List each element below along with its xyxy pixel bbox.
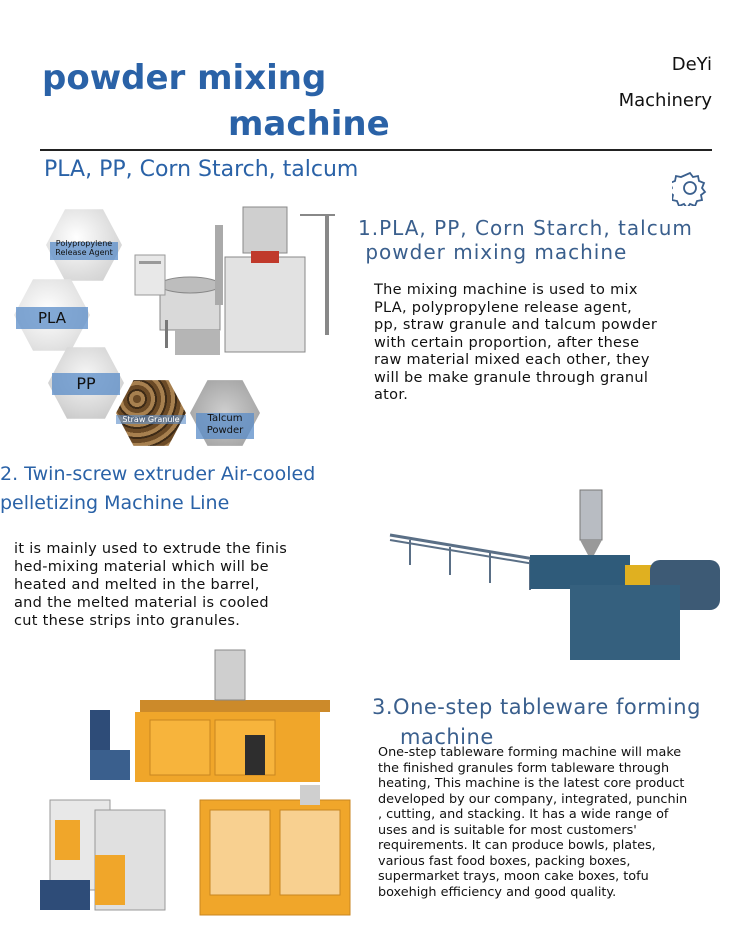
header-divider [40,149,712,151]
page-title-line2: machine [228,104,390,144]
mixer-machine-image [125,195,350,375]
straw-granule-sample [116,378,186,448]
twin-screw-extruder-image [380,485,730,665]
section3-heading-line1: 3.One-step tableware forming [372,695,701,719]
section2-heading: 2. Twin-screw extruder Air-cooled pelletizing Machine Line [0,463,316,514]
section3-body: One-step tableware forming machine will make the finished granules form tableware through heating, This machine is the latest core product developed by our company, integrated, punchin , cutting, and stacking. It has a wide range of uses and is suitable for most customers' requirements. It can produce bowls, plates, various fast food boxes, packing boxes, supermarket trays, moon cake boxes, tofu boxehigh efficiency and good quality. [378,745,688,900]
section1-heading-line2: powder mixing machine [358,240,628,264]
brand-name-line2: Machinery [618,90,712,111]
section3-heading-line2: machine [400,725,494,749]
material-collage [10,195,350,450]
talcum-label: Talcum Powder [206,413,244,436]
gear-icon [672,170,708,206]
page-title-line1: powder mixing [42,58,327,98]
pp-label: PP [76,374,96,393]
section3-heading [372,692,750,752]
section1-heading-line1: 1.PLA, PP, Corn Starch, talcum [358,216,693,240]
forming-machine-image [30,640,360,930]
page-subtitle: PLA, PP, Corn Starch, talcum [44,157,359,182]
section1-body: The mixing machine is used to mix PLA, polypropylene release agent, pp, straw granule and talcum powder with certain proportion, after these raw material mixed each other, they will be make granule through granul ator. [374,282,658,403]
section1-heading [358,216,693,264]
section2-body: it is mainly used to extrude the finis hed-mixing material which will be heated and melted in the barrel, and the melted material is cooled cut these strips into granules. [14,541,288,629]
straw-granule-label: Straw Granule [116,415,186,424]
release-agent-label: Polypropylene Release Agent [55,239,113,257]
pla-label: PLA [37,309,66,327]
brand-name-line1: DeYi [671,54,712,75]
